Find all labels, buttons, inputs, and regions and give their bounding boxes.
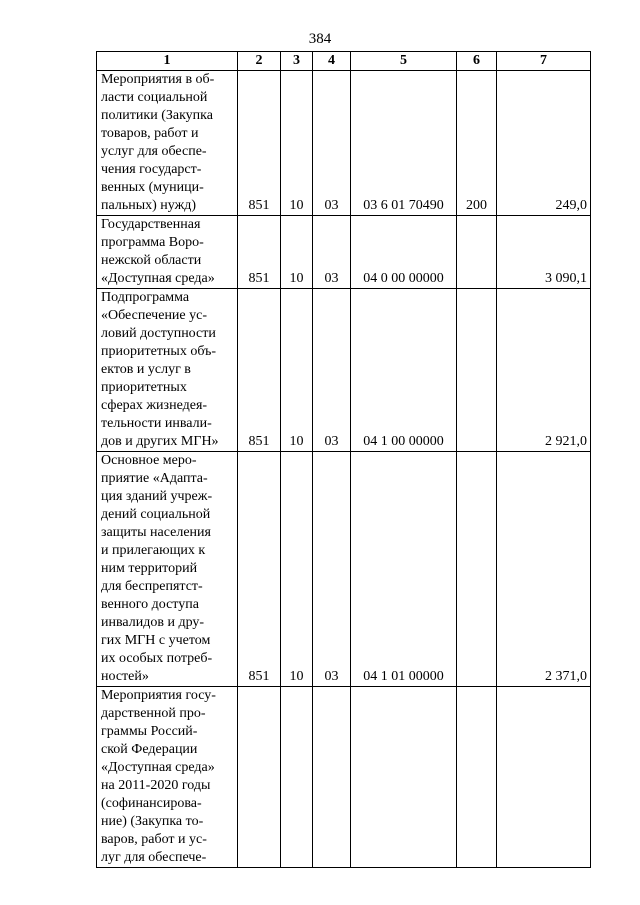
budget-table	[96, 51, 591, 868]
target-article-code: 04 0 00 00000	[351, 216, 457, 289]
row-name: Мероприятия в об- ласти социальной политики (Закупка товаров, работ и услуг для обеспе- чения государст- венных (муници- пальных) нужд)	[97, 71, 238, 216]
section-code: 10	[281, 289, 313, 452]
table-row	[97, 216, 591, 289]
amount: 3 090,1	[497, 216, 591, 289]
expense-type-code	[457, 289, 497, 452]
table-row	[97, 289, 591, 452]
row-name: Подпрограмма «Обеспечение ус- ловий доступности приоритетных объ- ектов и услуг в приоритетных сферах жизнедея- тельности инвали- дов и других МГН»	[97, 289, 238, 452]
column-header-5: 5	[351, 52, 457, 71]
column-header-6: 6	[457, 52, 497, 71]
page-number: 384	[308, 31, 332, 47]
amount: 249,0	[497, 71, 591, 216]
target-article-code	[351, 687, 457, 868]
amount: 2 921,0	[497, 289, 591, 452]
table-row	[97, 71, 591, 216]
subsection-code: 03	[313, 71, 351, 216]
header-row	[97, 52, 591, 71]
column-header-4: 4	[313, 52, 351, 71]
table-row	[97, 452, 591, 687]
subsection-code: 03	[313, 452, 351, 687]
subsection-code: 03	[313, 216, 351, 289]
section-code: 10	[281, 452, 313, 687]
section-code	[281, 687, 313, 868]
ministry-code: 851	[238, 452, 281, 687]
subsection-code	[313, 687, 351, 868]
target-article-code: 04 1 00 00000	[351, 289, 457, 452]
section-code: 10	[281, 216, 313, 289]
section-code: 10	[281, 71, 313, 216]
subsection-code: 03	[313, 289, 351, 452]
expense-type-code: 200	[457, 71, 497, 216]
target-article-code: 03 6 01 70490	[351, 71, 457, 216]
column-header-2: 2	[238, 52, 281, 71]
target-article-code: 04 1 01 00000	[351, 452, 457, 687]
row-name: Мероприятия госу- дарственной про- граммы Россий- ской Федерации «Доступная среда» на 2011-2020 годы (софинансирова- ние) (Закупка то- варов, работ и ус- луг для обеспече-	[97, 687, 238, 868]
expense-type-code	[457, 452, 497, 687]
amount	[497, 687, 591, 868]
row-name: Государственная программа Воро- нежской области «Доступная среда»	[97, 216, 238, 289]
column-header-3: 3	[281, 52, 313, 71]
ministry-code: 851	[238, 216, 281, 289]
column-header-1: 1	[97, 52, 238, 71]
expense-type-code	[457, 687, 497, 868]
ministry-code: 851	[238, 71, 281, 216]
row-name: Основное меро- приятие «Адапта- ция зданий учреж- дений социальной защиты населения и прилегающих к ним территорий для беспрепятст- венного доступа инвалидов и дру- гих МГН с учетом их особых потреб- ностей»	[97, 452, 238, 687]
ministry-code	[238, 687, 281, 868]
amount: 2 371,0	[497, 452, 591, 687]
ministry-code: 851	[238, 289, 281, 452]
column-header-7: 7	[497, 52, 591, 71]
table-row	[97, 687, 591, 868]
expense-type-code	[457, 216, 497, 289]
